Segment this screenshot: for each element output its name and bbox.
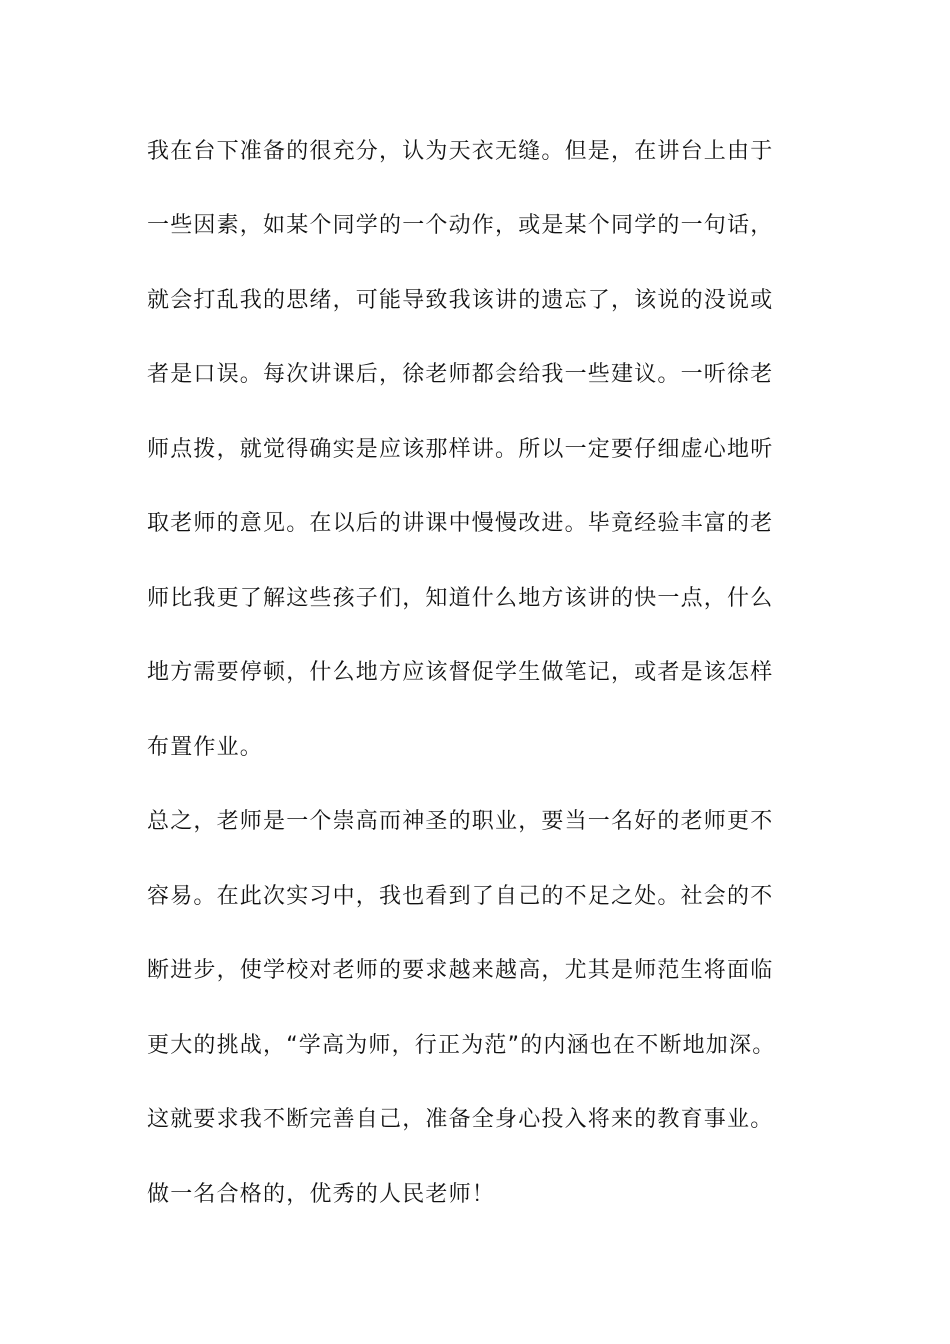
paragraph-1-line-4: 者是口误。每次讲课后，徐老师都会给我一些建议。一听徐老 [147, 362, 774, 387]
paragraph-2-line-4: 更大的挑战，“学高为师，行正为范”的内涵也在不断地加深。 [147, 1033, 776, 1058]
paragraph-2-line-3: 断进步，使学校对老师的要求越来越高，尤其是师范生将面临 [147, 958, 774, 983]
paragraph-1-line-2: 一些因素，如某个同学的一个动作，或是某个同学的一句话， [147, 213, 774, 238]
paragraph-2-line-1: 总之，老师是一个崇高而神圣的职业，要当一名好的老师更不 [147, 809, 774, 834]
paragraph-1-line-7: 师比我更了解这些孩子们，知道什么地方该讲的快一点，什么 [147, 586, 774, 611]
paragraph-1-line-3: 就会打乱我的思绪，可能导致我该讲的遗忘了，该说的没说或 [147, 288, 774, 313]
paragraph-1-line-6: 取老师的意见。在以后的讲课中慢慢改进。毕竟经验丰富的老 [147, 511, 774, 536]
paragraph-2-line-5: 这就要求我不断完善自己，准备全身心投入将来的教育事业。 [147, 1107, 774, 1132]
paragraph-2-line-6: 做一名合格的，优秀的人民老师！ [147, 1182, 496, 1207]
paragraph-1-line-8: 地方需要停顿，什么地方应该督促学生做笔记，或者是该怎样 [147, 660, 774, 685]
paragraph-1-line-1: 我在台下准备的很充分，认为天衣无缝。但是，在讲台上由于 [147, 139, 774, 164]
paragraph-2-line-2: 容易。在此次实习中，我也看到了自己的不足之处。社会的不 [147, 884, 774, 909]
paragraph-1-line-9: 布置作业。 [147, 735, 264, 760]
paragraph-1-line-5: 师点拨，就觉得确实是应该那样讲。所以一定要仔细虚心地听 [147, 437, 774, 462]
